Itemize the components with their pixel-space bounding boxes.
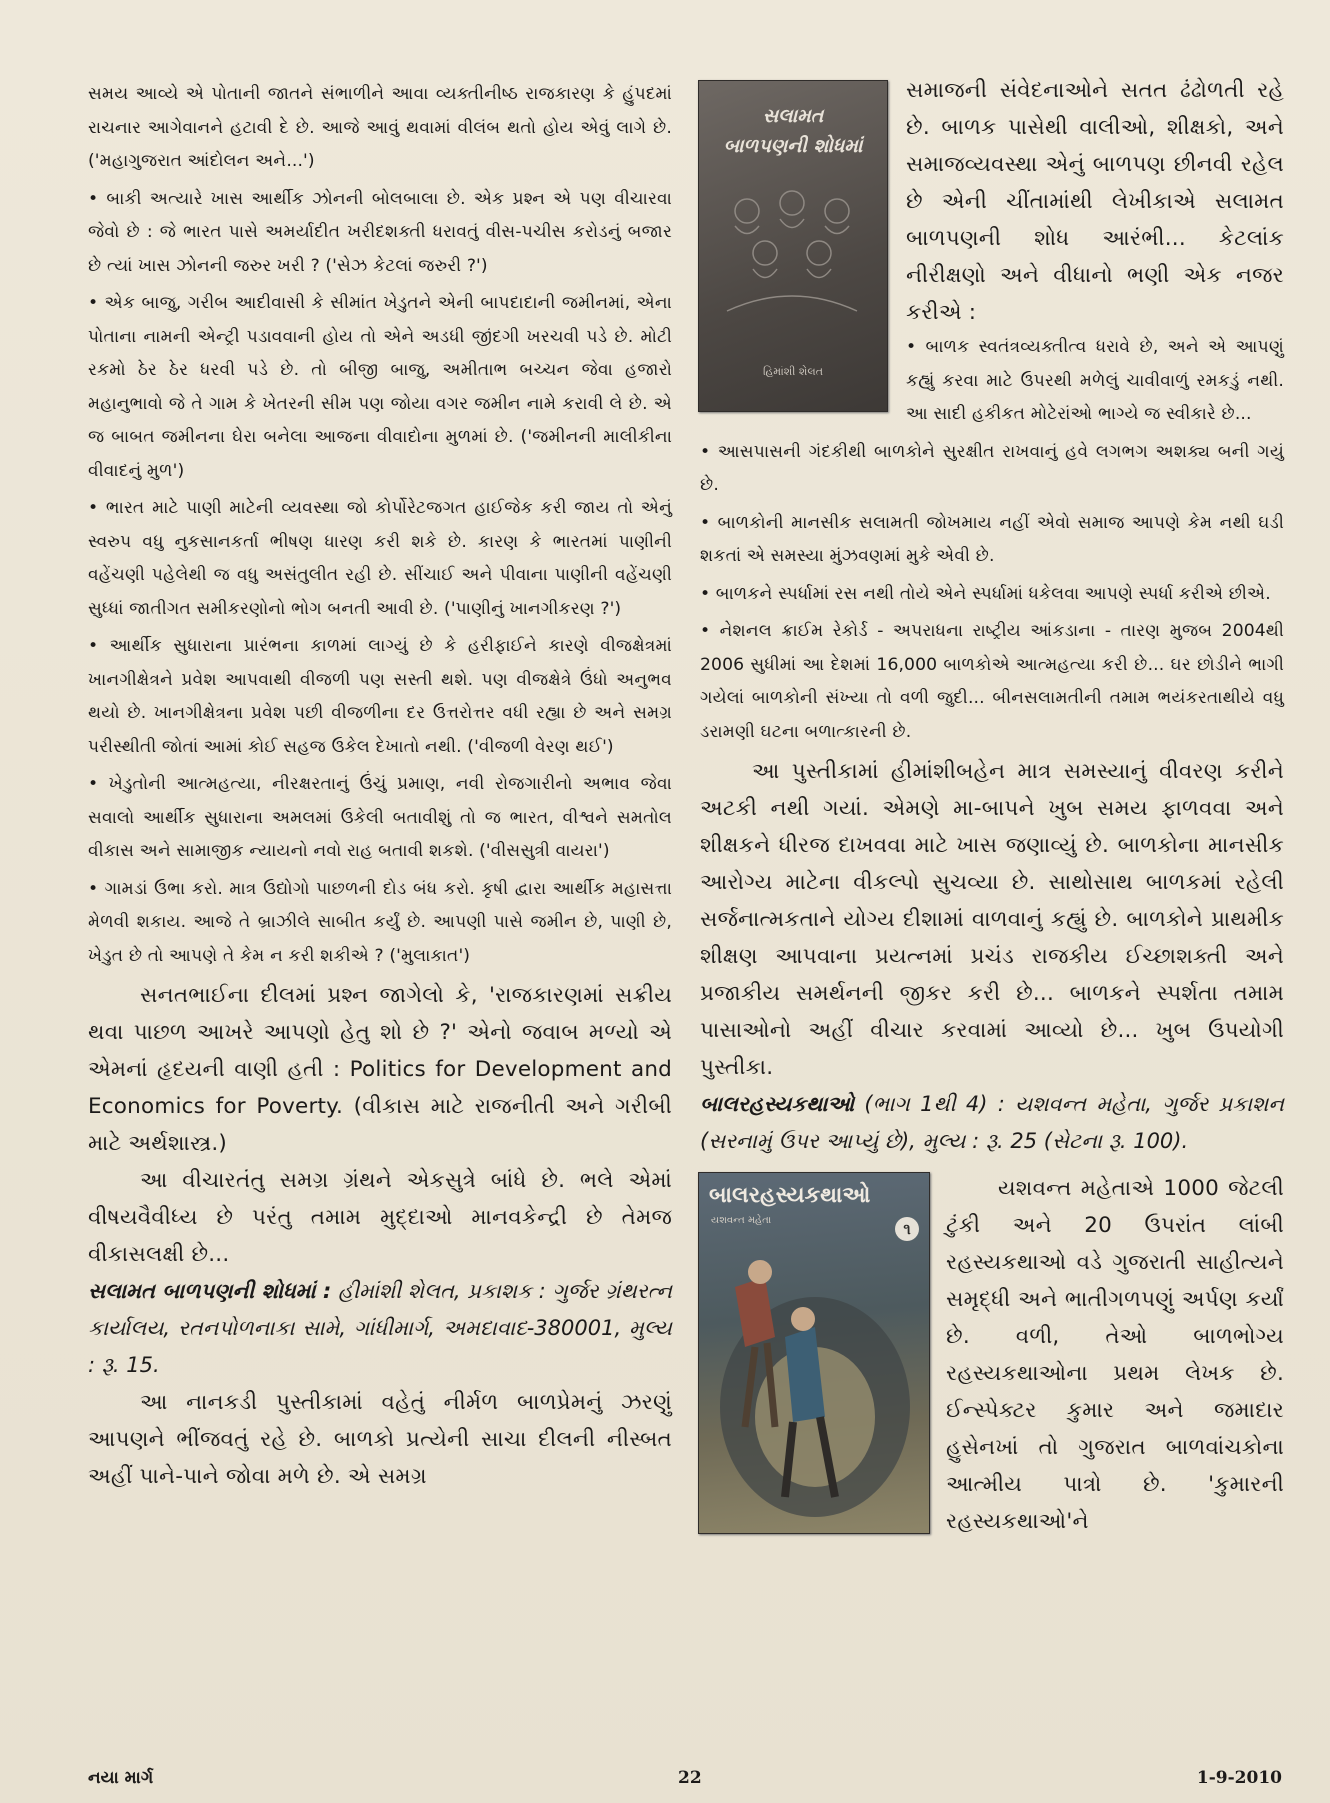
book-details: (ભાગ 1થી 4) : યશવન્ત મહેતા, ગુર્જર પ્રકાશન (સરનામું ઉપર આપ્યું છે), મુલ્ય : રૂ. 25 (સેટના રૂ. 100).	[700, 1092, 1284, 1153]
bullet-item: • ભારત માટે પાણી માટેની વ્યવસ્થા જો કોર્પોરેટજગત હાઈજેક કરી જાય તો એનું સ્વરુપ વધુ નુકસાનકર્તા ભીષણ ધારણ કરી શકે છે. કારણ કે ભારતમાં પાણીની વહેંચણી પહેલેથી જ વધુ અસંતુલીત રહી છે. સીંચાઈ અને પીવાના પાણીની વહેંચણી સુધ્ધાં જાતીગત સમીકરણોનો ભોગ બનતી આવી છે. ('પાણીનું ખાનગીકરણ ?')	[88, 498, 672, 619]
paragraph: સમય આવ્યે એ પોતાની જાતને સંભાળીને આવા વ્યક્તીનીષ્ઠ રાજકારણ કે હુંપદમાં રાચનાર આગેવાનને હટાવી દે છે. આજે આવું થવામાં વીલંબ થતો હોય એવું લાગે છે. ('મહાગુજરાત આંદોલન અને...')	[88, 84, 672, 171]
book-cover-balrahasya	[698, 1172, 930, 1534]
children-illustration-icon	[717, 181, 867, 321]
book-title: સલામત બાળપણની શોધમાં :	[88, 1279, 332, 1303]
issue-date: 1-9-2010	[1196, 1768, 1282, 1788]
paragraph: આ પુસ્તીકામાં હીમાંશીબહેન માત્ર સમસ્યાનું વીવરણ કરીને અટકી નથી ગયાં. એમણે મા-બાપને ખુબ સમય ફાળવવા અને શીક્ષકને ધીરજ દાખવવા માટે ખાસ જણાવ્યું છે. બાળકોના માનસીક આરોગ્ય માટેના વીકલ્પો સુચવ્યા છે. સાથોસાથ બાળકમાં રહેલી સર્જનાત્મકતાને યોગ્ય દીશામાં વાળવાનું કહ્યું છે. બાળકોને પ્રાથમીક શીક્ષણ આપવાના પ્રયત્નમાં પ્રચંડ રાજકીય ઈચ્છાશક્તી અને પ્રજાકીય સમર્થનની જીકર કરી છે... બાળકને સ્પર્શતા તમામ પાસાઓનો અહીં વીચાર કરવામાં આવ્યો છે... ખુબ ઉપયોગી પુસ્તીકા.	[700, 759, 1284, 1080]
bullet-item: • બાળક સ્વતંત્રવ્યક્તીત્વ ધરાવે છે, અને એ આપણું કહ્યું કરવા માટે ઉપરથી મળેલું ચાવીવાળું રમકડું નથી. આ સાદી હકીકત મોટેરાંઓ ભાગ્યે જ સ્વીકારે છે...	[906, 337, 1284, 424]
paragraph: યશવન્ત મહેતાએ 1000 જેટલી ટુંકી અને 20 ઉપરાંત લાંબી રહસ્યકથાઓ વડે ગુજરાતી સાહીત્યને સમૃદ્ધી અને ભાતીગળપણું અર્પણ કર્યાં છે. વળી, તેઓ બાળભોગ્ય રહસ્યકથાઓના પ્રથમ લેખક છે. ઈન્સ્પેક્ટર કુમાર અને જમાદાર હુસેનખાં તો ગુજરાત બાળવાંચકોના આત્મીય પાત્રો છે. 'કુમારની રહસ્યકથાઓ'ને	[946, 1176, 1284, 1534]
left-column	[88, 78, 672, 1495]
bullet-item: • બાળકને સ્પર્ધામાં રસ નથી તોયે એને સ્પર્ધામાં ધકેલવા આપણે સ્પર્ધા કરીએ છીએ.	[700, 583, 1271, 604]
paragraph: આ વીચારતંતુ સમગ્ર ગ્રંથને એકસુત્રે બાંધે છે. ભલે એમાં વીષયવૈવીધ્ય છે પરંતુ તમામ મુદ્દાઓ માનવકેન્દ્રી છે તેમજ વીકાસલક્ષી છે...	[88, 1168, 672, 1267]
cover-title: સલામત	[762, 105, 824, 127]
adventure-illustration-icon	[705, 1247, 923, 1527]
paragraph: આ નાનકડી પુસ્તીકામાં વહેતું નીર્મળ બાળપ્રેમનું ઝરણું આપણને ભીંજવતું રહે છે. બાળકો પ્રત્યેની સાચા દીલની નીસ્બત અહીં પાને-પાને જોવા મળે છે. એ સમગ્ર	[88, 1390, 672, 1489]
volume-number: ૧	[895, 1217, 919, 1241]
book-reference	[88, 1273, 672, 1384]
spacer	[700, 1160, 1284, 1170]
paragraph: સનતભાઈના દીલમાં પ્રશ્ન જાગેલો કે, 'રાજકારણમાં સક્રીય થવા પાછળ આખરે આપણો હેતુ શો છે ?' એનો જવાબ મળ્યો એ એમનાં હૃદયની વાણી હતી : Politics for Development and Economics for Poverty. (વીકાસ માટે રાજનીતી અને ગરીબી માટે અર્થશાસ્ત્ર.)	[88, 983, 672, 1156]
cover-author: યશવન્ત મહેતા	[711, 1215, 772, 1226]
paragraph: સમાજની સંવેદનાઓને સતત ઢંઢોળતી રહે છે. બાળક પાસેથી વાલીઓ, શીક્ષકો, અને સમાજવ્યવસ્થા એનું બાળપણ છીનવી રહેલ છે એની ચીંતામાંથી લેખીકાએ સલામત બાળપણની શોધ આરંભી... કેટલાંક નીરીક્ષણો અને વીધાનો ભણી એક નજર કરીએ :	[906, 78, 1284, 325]
cover-title: બાળપણની શોધમાં	[723, 135, 863, 157]
right-column	[700, 72, 1284, 1540]
bullet-item: • બાકી અત્યારે ખાસ આર્થીક ઝોનની બોલબાલા છે. એક પ્રશ્ન એ પણ વીચારવા જેવો છે : જે ભારત પાસે અમર્યાદીત ખરીદશક્તી ધરાવતું વીસ-પચીસ કરોડનું બજાર છે ત્યાં ખાસ ઝોનની જરુર ખરી ? ('સેઝ કેટલાં જરુરી ?')	[88, 188, 672, 276]
magazine-name: નયા માર્ગ	[88, 1768, 154, 1788]
bullet-item: • ખેડુતોની આત્મહત્યા, નીરક્ષરતાનું ઉંચું પ્રમાણ, નવી રોજગારીનો અભાવ જેવા સવાલો આર્થીક સુધારાના અમલમાં ઉકેલી બતાવીશું તો જ ભારત, વીશ્વને સમતોલ વીકાસ અને સામાજીક ન્યાયનો નવો રાહ બતાવી શકશે. ('વીસસુત્રી વાયરા')	[88, 774, 672, 861]
page-number: 22	[678, 1768, 702, 1788]
book-details: હીમાંશી શેલત, પ્રકાશક : ગુર્જર ગ્રંથરત્ન કાર્યાલય, રતનપોળનાકા સામે, ગાંધીમાર્ગ, અમદાવાદ-380001, મુલ્ય : રૂ. 15.	[88, 1279, 672, 1377]
bullet-item: • આર્થીક સુધારાના પ્રારંભના કાળમાં લાગ્યું છે કે હરીફાઈને કારણે વીજક્ષેત્રમાં ખાનગીક્ષેત્રને પ્રવેશ આપવાથી વીજળી પણ સસ્તી થશે. પણ વીજક્ષેત્રે ઉંધો અનુભવ થયો છે. ખાનગીક્ષેત્રના પ્રવેશ પછી વીજળીના દર ઉત્તરોત્તર વધી રહ્યા છે અને સમગ્ર પરીસ્થીતી જોતાં આમાં કોઈ સહજ ઉકેલ દેખાતો નથી. ('વીજળી વેરણ થઈ')	[88, 636, 672, 757]
bullet-item: • બાળકોની માનસીક સલામતી જોખમાય નહીં એવો સમાજ આપણે કેમ નથી ઘડી શકતાં એ સમસ્યા મુંઝવણમાં મુકે એવી છે.	[700, 512, 1284, 566]
book-cover-salamat	[698, 80, 888, 412]
cover-title: બાલરહસ્યકથાઓ	[709, 1183, 871, 1208]
bullet-item: • ગામડાં ઉભા કરો. માત્ર ઉદ્યોગો પાછળની દોડ બંધ કરો. કૃષી દ્વારા આર્થીક મહાસત્તા મેળવી શકાય. આજે તે બ્રાઝીલે સાબીત કર્યું છે. આપણી પાસે જમીન છે, પાણી છે, ખેડુત છે તો આપણે તે કેમ ન કરી શકીએ ? ('મુલાકાત')	[88, 878, 672, 966]
book-reference	[700, 1086, 1284, 1160]
bullet-item: • આસપાસની ગંદકીથી બાળકોને સુરક્ષીત રાખવાનું હવે લગભગ અશક્ય બની ગયું છે.	[700, 441, 1284, 495]
page-footer	[88, 1768, 1282, 1796]
bullet-item: • નેશનલ ક્રાઈમ રેકોર્ડ - અપરાધના રાષ્ટ્રીય આંકડાના - તારણ મુજબ 2004થી 2006 સુધીમાં આ દેશમાં 16,000 બાળકોએ આત્મહત્યા કરી છે... ઘર છોડીને ભાગી ગયેલાં બાળકોની સંખ્યા તો વળી જુદી... બીનસલામતીની તમામ ભયંકરતાથીયે વધુ ડરામણી ઘટના બળાત્કારની છે.	[700, 621, 1284, 742]
bullet-item: • એક બાજુ, ગરીબ આદીવાસી કે સીમાંત ખેડુતને એની બાપદાદાની જમીનમાં, એના પોતાના નામની એન્ટ્રી પડાવવાની હોય તો એને અડધી જીંદગી ખરચવી પડે છે. મોટી રકમો ઠેર ઠેર ધરવી પડે છે. તો બીજી બાજુ, અમીતાભ બચ્ચન જેવા હજારો મહાનુભાવો જે તે ગામ કે ખેતરની સીમ પણ જોયા વગર જમીન નામે કરાવી લે છે. એ જ બાબત જમીનના ઘેરા બનેલા આજના વીવાદોના મુળમાં છે. ('જમીનની માલીકીના વીવાદનું મુળ')	[88, 293, 672, 481]
cover-author: હિમાંશી શેલત	[763, 365, 823, 378]
book-title: બાલરહસ્યકથાઓ	[700, 1092, 855, 1116]
